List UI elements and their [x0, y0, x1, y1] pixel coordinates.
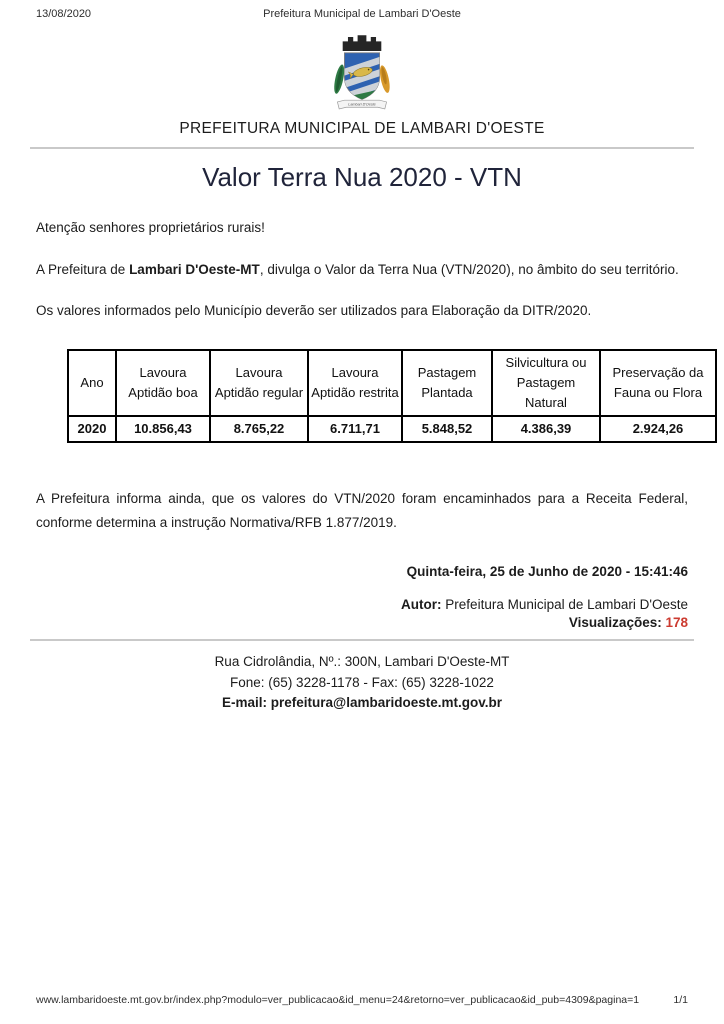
views-line [36, 615, 688, 630]
table-data-cell: 5.848,52 [402, 416, 492, 442]
coat-of-arms-icon [318, 30, 406, 116]
table-header-cell: Silvicultura ou Pastagem Natural [492, 350, 600, 416]
crest-crown [343, 35, 382, 51]
table-header-cell: Preservação da Fauna ou Flora [600, 350, 716, 416]
table-header-row [68, 350, 716, 416]
table-data-cell: 2.924,26 [600, 416, 716, 442]
publication-datetime: Quinta-feira, 25 de Junho de 2020 - 15:41:46 [406, 564, 688, 580]
footer-divider [30, 639, 694, 641]
paragraph-announcement-post: , divulga o Valor da Terra Nua (VTN/2020), no âmbito do seu território. [259, 261, 679, 277]
views-count: 178 [661, 615, 688, 631]
print-footer [36, 994, 688, 1006]
paragraph-announcement-city: Lambari D'Oeste-MT [129, 261, 260, 277]
print-date: 13/08/2020 [36, 8, 92, 20]
site-footer [0, 652, 724, 713]
paragraph-announcement [36, 260, 688, 280]
table-header-cell: Lavoura Aptidão regular [210, 350, 308, 416]
author-line [36, 597, 688, 612]
paragraph-announcement-pre: A Prefeitura de [36, 261, 130, 277]
table-header-cell: Ano [68, 350, 116, 416]
print-url: www.lambaridoeste.mt.gov.br/index.php?modulo=ver_publicacao&id_menu=24&retorno=ver_publicacao&id_pub=4309&pagina=1 [36, 994, 640, 1006]
header-divider [30, 147, 694, 149]
print-page-number: 1/1 [673, 994, 688, 1006]
table-data-cell: 2020 [68, 416, 116, 442]
author-value: Prefeitura Municipal de Lambari D'Oeste [441, 597, 688, 613]
article-title: Valor Terra Nua 2020 - VTN [202, 162, 522, 192]
paragraph-attention: Atenção senhores proprietários rurais! [36, 220, 265, 235]
vtn-table [67, 349, 717, 443]
table-header-cell: Lavoura Aptidão restrita [308, 350, 402, 416]
table-header-cell: Pastagem Plantada [402, 350, 492, 416]
crest-corn-right [378, 65, 392, 94]
print-page-title: Prefeitura Municipal de Lambari D'Oeste [263, 8, 461, 20]
views-label: Visualizações: [568, 615, 662, 631]
table-data-cell: 8.765,22 [210, 416, 308, 442]
vtn-table-container [67, 349, 724, 443]
table-data-cell: 4.386,39 [492, 416, 600, 442]
table-data-cell: 6.711,71 [308, 416, 402, 442]
print-header [36, 8, 688, 22]
paragraph-receita: A Prefeitura informa ainda, que os valores do VTN/2020 foram encaminhados para a Receita Federal, conforme determina a instrução Normativa/RFB 1.877/2019. [36, 491, 688, 530]
author-label: Autor: [401, 597, 442, 613]
footer-address: Rua Cidrolândia, Nº.: 300N, Lambari D'Oeste-MT [214, 654, 510, 670]
org-name: PREFEITURA MUNICIPAL DE LAMBARI D'OESTE [179, 120, 545, 137]
table-data-cell: 10.856,43 [116, 416, 210, 442]
paragraph-usage: Os valores informados pelo Município deverão ser utilizados para Elaboração da DITR/2020. [36, 303, 592, 319]
crest-banner-text: Lambari D'Oeste [348, 102, 376, 107]
footer-email: E-mail: prefeitura@lambaridoeste.mt.gov.br [222, 694, 502, 710]
table-data-row [68, 416, 716, 442]
table-header-cell: Lavoura Aptidão boa [116, 350, 210, 416]
footer-phone: Fone: (65) 3228-1178 - Fax: (65) 3228-1022 [230, 674, 494, 690]
